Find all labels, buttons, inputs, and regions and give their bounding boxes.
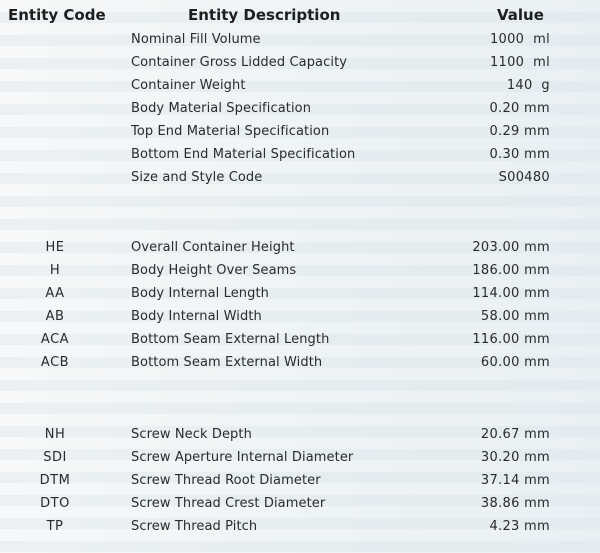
entity-code: AB: [45, 309, 65, 324]
header-entity-code: Entity Code: [8, 6, 106, 24]
table-row: [0, 167, 600, 189]
entity-description: Bottom Seam External Width: [131, 355, 323, 370]
table-row: [0, 260, 600, 282]
table-row: [0, 144, 600, 166]
entity-code: TP: [46, 519, 64, 534]
entity-description: Screw Thread Crest Diameter: [131, 496, 326, 511]
entity-description: Body Material Specification: [131, 101, 312, 116]
table-row: [0, 329, 600, 351]
table-row: [0, 516, 600, 538]
entity-value: 38.86 mm: [480, 496, 550, 511]
entity-description: Screw Thread Root Diameter: [131, 473, 321, 488]
entity-description: Size and Style Code: [131, 170, 263, 185]
entity-code: H: [49, 263, 61, 278]
table-row: [0, 29, 600, 51]
entity-code: DTO: [40, 496, 70, 511]
header-entity-description: Entity Description: [188, 6, 341, 24]
table-row: [0, 98, 600, 120]
entity-value: S00480: [498, 170, 550, 185]
entity-code: ACB: [40, 355, 70, 370]
table-row: [0, 424, 600, 446]
table-row: [0, 283, 600, 305]
entity-value: 4.23 mm: [489, 519, 550, 534]
table-row: [0, 52, 600, 74]
entity-description: Top End Material Specification: [131, 124, 330, 139]
table-row: [0, 237, 600, 259]
entity-description: Bottom End Material Specification: [131, 147, 356, 162]
entity-description: Body Internal Width: [131, 309, 262, 324]
entity-description: Container Gross Lidded Capacity: [131, 55, 348, 70]
entity-code: AA: [45, 286, 65, 301]
entity-value: 0.20 mm: [489, 101, 550, 116]
entity-description: Screw Neck Depth: [131, 427, 252, 442]
header-value: Value: [497, 6, 544, 24]
entity-description: Screw Aperture Internal Diameter: [131, 450, 354, 465]
entity-description: Screw Thread Pitch: [131, 519, 258, 534]
entity-value: 37.14 mm: [480, 473, 550, 488]
entity-value: 186.00 mm: [472, 263, 550, 278]
table-row: [0, 493, 600, 515]
entity-description: Body Height Over Seams: [131, 263, 297, 278]
table-row: [0, 470, 600, 492]
entity-value: 0.30 mm: [489, 147, 550, 162]
entity-value: 58.00 mm: [480, 309, 550, 324]
entity-value: 1100 ml: [489, 55, 550, 70]
entity-value: 116.00 mm: [472, 332, 550, 347]
entity-value: 30.20 mm: [480, 450, 550, 465]
entity-description: Container Weight: [131, 78, 246, 93]
entity-code: SDI: [43, 450, 67, 465]
entity-value: 140 g: [506, 78, 550, 93]
entity-code: NH: [44, 427, 66, 442]
entity-value: 60.00 mm: [480, 355, 550, 370]
entity-description: Body Internal Length: [131, 286, 270, 301]
entity-description: Bottom Seam External Length: [131, 332, 330, 347]
table-row: [0, 352, 600, 374]
entity-code: ACA: [40, 332, 70, 347]
entity-value: 0.29 mm: [489, 124, 550, 139]
table-row: [0, 75, 600, 97]
entity-value: 1000 ml: [489, 32, 550, 47]
entity-description: Overall Container Height: [131, 240, 295, 255]
entity-value: 203.00 mm: [472, 240, 550, 255]
table-row: [0, 447, 600, 469]
entity-value: 20.67 mm: [480, 427, 550, 442]
entity-code: HE: [45, 240, 65, 255]
entity-code: DTM: [39, 473, 71, 488]
table-row: [0, 121, 600, 143]
table-row: [0, 306, 600, 328]
entity-description: Nominal Fill Volume: [131, 32, 261, 47]
entity-value: 114.00 mm: [472, 286, 550, 301]
